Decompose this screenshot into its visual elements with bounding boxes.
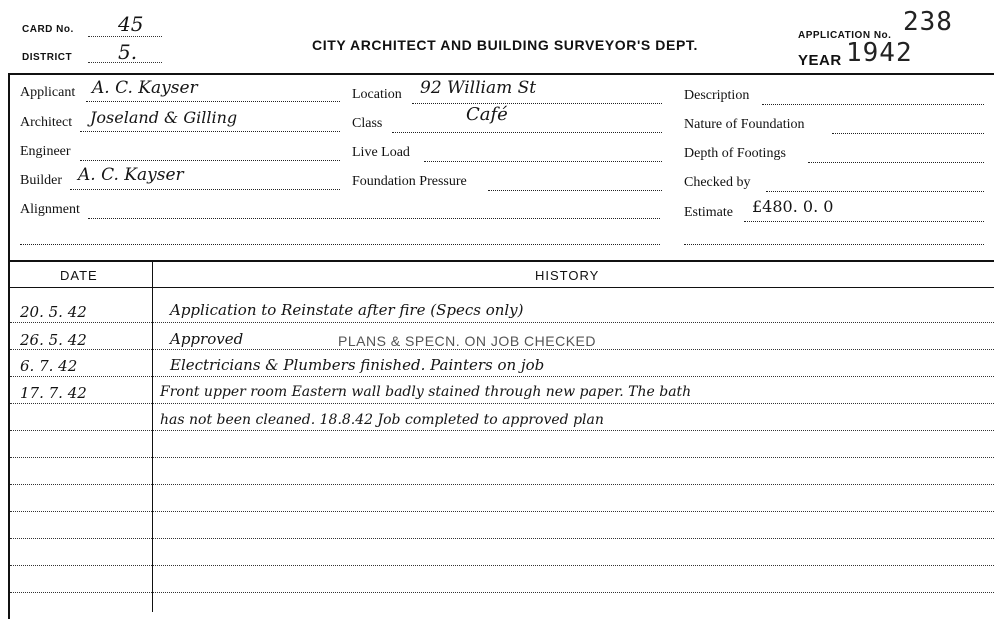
checked-by-label: Checked by bbox=[684, 175, 751, 190]
ruled-line bbox=[10, 565, 994, 566]
applicant-label: Applicant bbox=[20, 85, 76, 100]
district-label: DISTRICT bbox=[22, 52, 73, 63]
entry-text: Electricians & Plumbers finished. Painters on job bbox=[170, 356, 545, 374]
alignment-label: Alignment bbox=[20, 202, 80, 217]
ruled-line bbox=[10, 538, 994, 539]
blank-line-right bbox=[684, 244, 984, 245]
history-top-rule bbox=[8, 260, 994, 262]
entry-text: Approved bbox=[170, 330, 244, 348]
application-no-label: APPLICATION No. bbox=[798, 30, 892, 41]
class-label: Class bbox=[352, 116, 383, 131]
ruled-line bbox=[10, 322, 994, 323]
description-label: Description bbox=[684, 88, 750, 103]
date-column-header: DATE bbox=[60, 268, 98, 283]
ruled-line bbox=[10, 511, 994, 512]
class-value: Café bbox=[466, 104, 508, 125]
builder-value: A. C. Kayser bbox=[78, 165, 184, 185]
entry-date: 26. 5. 42 bbox=[20, 331, 87, 349]
location-label: Location bbox=[352, 87, 402, 102]
entry-text: Application to Reinstate after fire (Specs only) bbox=[170, 301, 524, 319]
entry-text: has not been cleaned. 18.8.42 Job completed to approved plan bbox=[160, 412, 604, 428]
depth-of-footings-label: Depth of Footings bbox=[684, 146, 786, 161]
history-column-header: HISTORY bbox=[535, 268, 600, 283]
checked-stamp: PLANS & SPECN. ON JOB CHECKED bbox=[338, 333, 597, 349]
nature-of-foundation-line bbox=[832, 133, 984, 134]
entry-date: 6. 7. 42 bbox=[20, 357, 78, 375]
ruled-line bbox=[10, 457, 994, 458]
year-value: 1942 bbox=[846, 38, 913, 68]
ruled-line bbox=[10, 349, 994, 350]
alignment-line bbox=[88, 218, 660, 219]
builder-line bbox=[70, 189, 340, 190]
location-line bbox=[412, 103, 662, 104]
history-header-rule bbox=[8, 287, 994, 288]
architect-label: Architect bbox=[20, 115, 73, 130]
blank-line-left bbox=[20, 244, 660, 245]
engineer-label: Engineer bbox=[20, 144, 71, 159]
card-no-value: 45 bbox=[118, 12, 144, 36]
ruled-line bbox=[10, 376, 994, 377]
ruled-line bbox=[10, 592, 994, 593]
class-line bbox=[392, 132, 662, 133]
district-value: 5. bbox=[118, 40, 138, 64]
depth-of-footings-line bbox=[808, 162, 984, 163]
architect-value: Joseland & Gilling bbox=[90, 108, 238, 127]
entry-date: 20. 5. 42 bbox=[20, 303, 87, 321]
nature-of-foundation-label: Nature of Foundation bbox=[684, 117, 805, 132]
checked-by-line bbox=[766, 191, 984, 192]
estimate-line bbox=[744, 221, 984, 222]
architect-line bbox=[80, 131, 340, 132]
ruled-line bbox=[10, 430, 994, 431]
date-column-rule bbox=[152, 262, 153, 612]
year-label: YEAR bbox=[798, 52, 842, 69]
estimate-label: Estimate bbox=[684, 205, 733, 220]
live-load-line bbox=[424, 161, 662, 162]
entry-date: 17. 7. 42 bbox=[20, 384, 87, 402]
foundation-pressure-line bbox=[488, 190, 662, 191]
engineer-line bbox=[80, 160, 340, 161]
ruled-line bbox=[10, 403, 994, 404]
entry-text: Front upper room Eastern wall badly stained through new paper. The bath bbox=[160, 384, 692, 400]
live-load-label: Live Load bbox=[352, 145, 410, 160]
top-rule bbox=[8, 73, 994, 75]
department-title: CITY ARCHITECT AND BUILDING SURVEYOR'S DEPT. bbox=[312, 37, 698, 53]
estimate-value: £480. 0. 0 bbox=[752, 197, 834, 216]
application-no-value: 238 bbox=[903, 7, 953, 37]
builder-label: Builder bbox=[20, 173, 62, 188]
description-line bbox=[762, 104, 984, 105]
applicant-value: A. C. Kayser bbox=[92, 78, 198, 98]
location-value: 92 William St bbox=[420, 78, 537, 98]
card-no-line bbox=[88, 36, 162, 37]
applicant-line bbox=[86, 101, 340, 102]
card-no-label: CARD No. bbox=[22, 24, 74, 35]
ruled-line bbox=[10, 484, 994, 485]
foundation-pressure-label: Foundation Pressure bbox=[352, 174, 467, 189]
